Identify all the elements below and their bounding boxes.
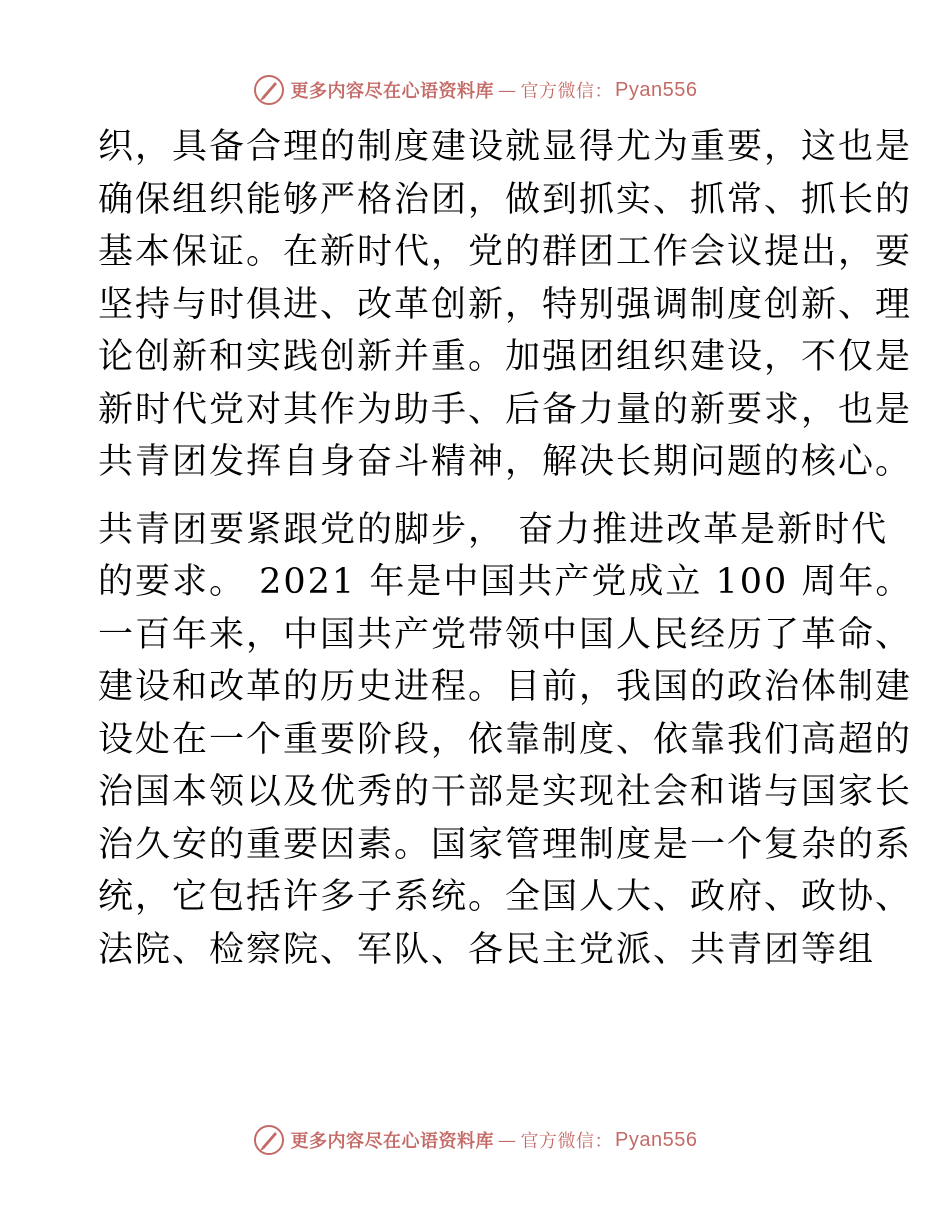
text-line: 织，具备合理的制度建设就显得尤为重要，这也是 [98,127,913,167]
text-line: 建设和改革的历史进程。目前，我国的政治体制建 [98,667,913,707]
quill-logo-icon [253,74,285,106]
text-line: 确保组织能够严格治团，做到抓实、抓常、抓长的 [98,179,913,220]
paragraph-gap [98,489,858,504]
text-line: 共青团要紧跟党的脚步， 奋力推进改革是新时代 [98,509,889,550]
watermark-separator: — [498,1129,517,1151]
footer-watermark [0,1120,950,1160]
header-watermark [0,70,950,110]
text-line: 新时代党对其作为助手、后备力量的新要求，也是 [98,389,913,430]
text-line: 一百年来，中国共产党带领中国人民经历了革命、 [98,614,913,655]
paragraph-2 [98,504,913,977]
quill-logo-icon [253,1124,285,1156]
text-line: 法院、检察院、军队、各民主党派、共青团等组 [98,929,876,970]
text-line: 统，它包括许多子系统。全国人大、政府、政协、 [98,877,913,917]
paragraph-1 [98,121,913,489]
text-line: 基本保证。在新时代，党的群团工作会议提出，要 [98,232,913,272]
watermark-main-text: 更多内容尽在心语资料库 [290,1131,495,1152]
text-line: 论创新和实践创新并重。加强团组织建设，不仅是 [98,337,913,377]
watermark-wechat-label: 官方微信： [520,81,614,102]
text-line: 治久安的重要因素。国家管理制度是一个复杂的系 [98,824,913,865]
document-body [98,121,913,976]
text-line: 设处在一个重要阶段，依靠制度、依靠我们高超的 [98,719,913,760]
watermark-wechat-label: 官方微信： [520,1131,614,1152]
text-line: 坚持与时俱进、改革创新，特别强调制度创新、理 [98,284,913,325]
text-line: 的要求。 2021 年是中国共产党成立 100 周年。 [98,562,913,602]
watermark-wechat-id: Pyan556 [615,1128,698,1151]
watermark-wechat-id: Pyan556 [615,78,698,101]
text-line: 治国本领以及优秀的干部是实现社会和谐与国家长 [98,772,913,812]
watermark-separator: — [498,79,517,101]
text-line: 共青团发挥自身奋斗精神，解决长期问题的核心。 [98,442,913,482]
watermark-main-text: 更多内容尽在心语资料库 [290,81,495,102]
